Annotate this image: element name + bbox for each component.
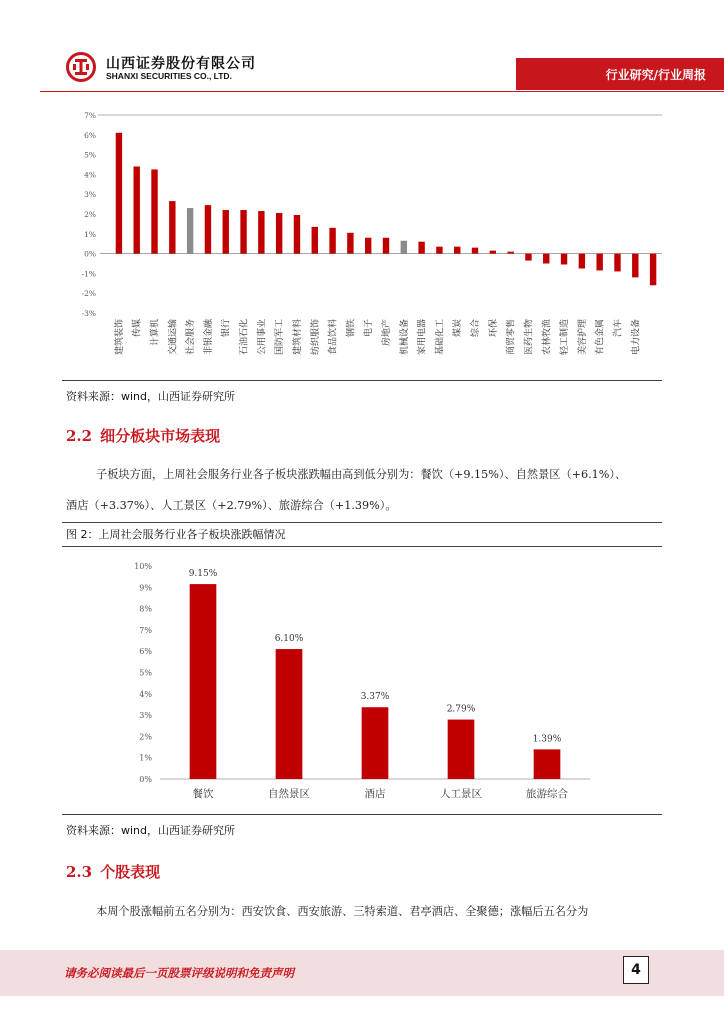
bar — [472, 248, 478, 254]
bar — [507, 252, 513, 254]
bar — [401, 241, 407, 254]
bar — [312, 227, 318, 254]
paragraph-line: 本周个股涨幅前五名分别为：西安饮食、西安旅游、三特索道、君亭酒店、全聚德；涨幅后五名分为 — [96, 905, 589, 918]
x-tick-label: 人工景区 — [440, 788, 482, 800]
y-tick-label: -2% — [81, 289, 96, 299]
y-tick-label: 3% — [139, 711, 152, 721]
x-tick-label: 非银金融 — [203, 319, 214, 356]
bar — [258, 211, 264, 254]
bar — [190, 584, 217, 779]
report-type-tag: 行业研究/行业周报 — [605, 68, 706, 82]
x-tick-label: 建筑装饰 — [114, 319, 125, 356]
y-tick-label: 5% — [84, 150, 96, 160]
x-tick-label: 银行 — [221, 319, 232, 338]
x-tick-label: 煤炭 — [453, 319, 464, 338]
chart2-source: 资料来源：wind，山西证券研究所 — [66, 824, 236, 837]
y-tick-label: 2% — [139, 732, 152, 742]
x-tick-label: 交通运输 — [168, 319, 179, 356]
y-tick-label: 1% — [84, 229, 96, 239]
divider — [62, 814, 662, 815]
data-label: 3.37% — [360, 692, 390, 703]
y-tick-label: -1% — [81, 269, 96, 279]
section-title-2-2 — [66, 425, 228, 446]
divider — [62, 546, 662, 547]
x-tick-label: 农林牧渔 — [542, 319, 553, 356]
y-tick-label: 2% — [84, 210, 96, 219]
figure-caption: 图 2：上周社会服务行业各子板块涨跌幅情况 — [66, 528, 286, 541]
y-tick-label: 7% — [84, 111, 96, 120]
section-heading: 细分板块市场表现 — [100, 427, 221, 445]
bar — [454, 247, 460, 254]
industry-return-chart — [60, 110, 670, 360]
sub-sector-return-chart — [120, 555, 600, 805]
x-tick-label: 基础化工 — [435, 319, 446, 356]
bar — [116, 133, 122, 254]
data-label: 6.10% — [274, 634, 304, 645]
bar — [169, 201, 175, 253]
x-tick-label: 自然景区 — [268, 788, 310, 800]
y-tick-label: 9% — [139, 583, 152, 593]
bar — [347, 233, 353, 254]
x-tick-label: 综合 — [471, 319, 482, 338]
bar — [276, 213, 282, 254]
x-tick-label: 食品饮料 — [328, 319, 339, 356]
x-tick-label: 汽车 — [613, 319, 624, 338]
bar — [490, 251, 496, 254]
bar — [151, 169, 157, 253]
x-tick-label: 餐饮 — [192, 788, 214, 800]
bar — [561, 254, 567, 265]
y-tick-label: 1% — [139, 753, 152, 763]
y-tick-label: 8% — [139, 604, 152, 614]
company-name-cn: 山西证券股份有限公司 — [106, 56, 256, 72]
y-tick-label: 0% — [139, 775, 152, 784]
company-logo-icon — [66, 52, 96, 82]
x-tick-label: 美容护理 — [577, 319, 588, 356]
x-tick-label: 房地产 — [382, 319, 392, 347]
y-tick-label: 7% — [139, 625, 152, 635]
x-tick-label: 电力设备 — [631, 319, 642, 356]
bar — [436, 247, 442, 254]
y-tick-label: 5% — [139, 668, 152, 678]
y-tick-label: 3% — [84, 190, 96, 200]
y-tick-label: 4% — [139, 689, 152, 699]
bar — [543, 254, 549, 264]
y-tick-label: 0% — [84, 249, 96, 259]
x-tick-label: 计算机 — [150, 319, 161, 347]
bar — [418, 242, 424, 254]
bar — [614, 254, 620, 272]
x-tick-label: 环保 — [488, 319, 499, 338]
bar — [276, 649, 303, 779]
bar — [329, 228, 335, 254]
bar — [187, 208, 193, 254]
paragraph-line: 子板块方面，上周社会服务行业各子板块涨跌幅由高到低分别为：餐饮（+9.15%）、自然景区（+6.1%）、 — [96, 468, 627, 481]
page-footer — [0, 950, 724, 996]
section-heading: 个股表现 — [100, 863, 161, 881]
x-tick-label: 传媒 — [132, 319, 143, 338]
section-title-2-3 — [66, 861, 168, 882]
data-label: 1.39% — [532, 734, 562, 745]
bar — [650, 254, 656, 286]
bar — [632, 254, 638, 278]
bar — [525, 254, 531, 261]
y-tick-label: -3% — [81, 309, 96, 318]
x-tick-label: 国防军工 — [275, 319, 286, 356]
x-tick-label: 纺织服饰 — [310, 319, 321, 356]
bar — [223, 210, 229, 254]
x-tick-label: 家用电器 — [417, 319, 428, 356]
x-tick-label: 社会服务 — [186, 319, 197, 356]
data-label: 9.15% — [188, 569, 218, 580]
x-tick-label: 公用事业 — [257, 319, 268, 356]
section-number: 2.2 — [66, 427, 93, 445]
x-tick-label: 医药生物 — [524, 319, 535, 356]
paragraph-line: 酒店（+3.37%）、人工景区（+2.79%）、旅游综合（+1.39%）。 — [66, 499, 397, 512]
y-tick-label: 10% — [134, 562, 152, 571]
bar — [362, 707, 389, 779]
chart1-source: 资料来源：wind，山西证券研究所 — [66, 390, 236, 403]
x-tick-label: 轻工制造 — [560, 319, 571, 356]
disclaimer-note: 请务必阅读最后一页股票评级说明和免责声明 — [64, 966, 294, 980]
header-rule — [40, 91, 724, 92]
bar — [596, 254, 602, 271]
x-tick-label: 钢铁 — [346, 319, 357, 338]
divider — [62, 380, 662, 381]
data-label: 2.79% — [446, 704, 476, 715]
bar — [294, 215, 300, 254]
x-tick-label: 酒店 — [364, 788, 386, 800]
bar — [579, 254, 585, 269]
y-tick-label: 6% — [84, 130, 96, 140]
bar — [205, 205, 211, 254]
bar — [134, 166, 140, 253]
page-header — [0, 0, 724, 100]
company-name-en: SHANXI SECURITIES CO., LTD. — [106, 71, 232, 81]
bar — [365, 238, 371, 254]
x-tick-label: 建筑材料 — [292, 319, 303, 356]
header-band — [516, 58, 724, 90]
bar — [383, 238, 389, 254]
bar — [448, 720, 475, 779]
x-tick-label: 商贸零售 — [506, 319, 517, 356]
y-tick-label: 4% — [84, 170, 96, 180]
section-number: 2.3 — [66, 863, 93, 881]
x-tick-label: 电子 — [364, 319, 375, 338]
bar — [534, 749, 561, 779]
x-tick-label: 机械设备 — [399, 319, 410, 356]
x-tick-label: 石油石化 — [239, 319, 250, 356]
page-number: 4 — [623, 956, 649, 984]
x-tick-label: 有色金属 — [595, 319, 606, 356]
bar — [240, 210, 246, 254]
x-tick-label: 旅游综合 — [526, 788, 568, 800]
y-tick-label: 6% — [139, 647, 152, 657]
divider — [62, 522, 662, 523]
